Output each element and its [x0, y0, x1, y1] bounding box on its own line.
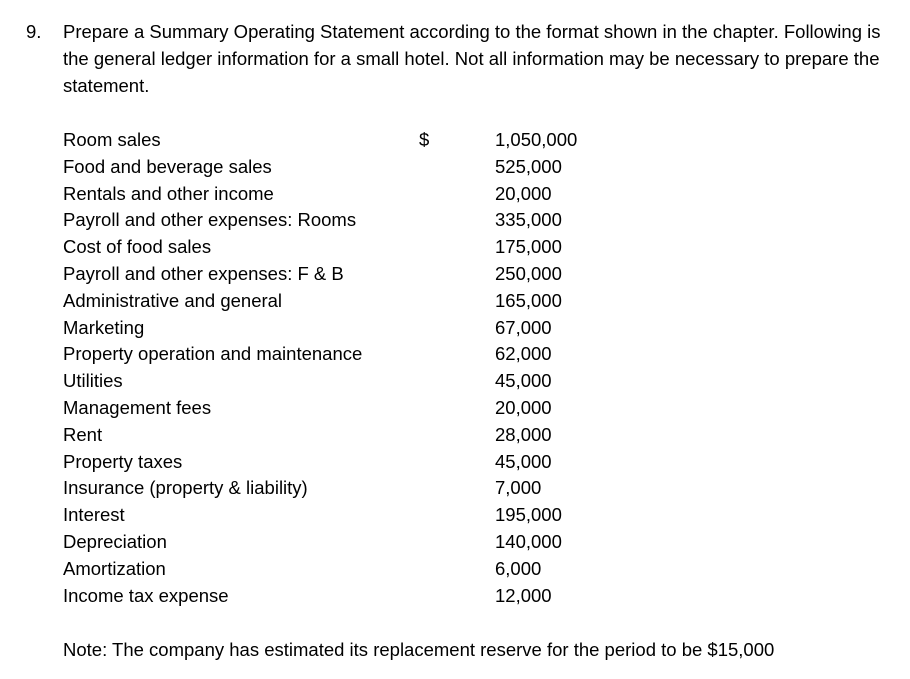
ledger-row [63, 502, 663, 529]
question-number: 9. [26, 21, 42, 42]
ledger-row [63, 395, 663, 422]
ledger-amount: 1,050,000 [495, 129, 578, 150]
ledger-label: Administrative and general [63, 289, 283, 311]
ledger-amount: 140,000 [495, 530, 562, 552]
ledger-row [63, 556, 663, 583]
ledger-row [63, 475, 663, 502]
ledger-row [63, 288, 663, 315]
ledger-label: Cost of food sales [63, 236, 212, 258]
ledger-label: Payroll and other expenses: F & B [63, 262, 344, 284]
ledger-label: Income tax expense [63, 584, 229, 606]
ledger-row [63, 261, 663, 288]
ledger-row [63, 529, 663, 556]
ledger-amount: 20,000 [495, 182, 552, 204]
ledger-amount: 175,000 [495, 236, 562, 258]
ledger-amount: 67,000 [495, 316, 552, 338]
ledger-label: Rent [63, 423, 103, 445]
ledger-label: Rentals and other income [63, 182, 274, 204]
ledger-label: Management fees [63, 396, 212, 418]
ledger-label: Interest [63, 504, 125, 526]
ledger-label: Depreciation [63, 530, 167, 552]
ledger-amount: 250,000 [495, 262, 562, 284]
ledger-amount: 195,000 [495, 504, 562, 526]
ledger-row [63, 341, 663, 368]
question-text: Prepare a Summary Operating Statement according to the format shown in the chapter. Following is the general ledger information for a small hotel. Not all information may be necessary to prepare the statement. [63, 21, 881, 96]
question-block [26, 18, 896, 99]
ledger-amount: 62,000 [495, 343, 552, 365]
currency-symbol: $ [419, 129, 430, 150]
ledger-label: Payroll and other expenses: Rooms [63, 209, 357, 231]
ledger-amount: 45,000 [495, 450, 552, 472]
ledger-label: Utilities [63, 370, 123, 392]
ledger-amount: 165,000 [495, 289, 562, 311]
ledger-label: Food and beverage sales [63, 155, 272, 177]
ledger-row [63, 422, 663, 449]
ledger-row [63, 181, 663, 208]
ledger-row [63, 368, 663, 395]
ledger-list [63, 127, 663, 609]
ledger-label: Property taxes [63, 450, 183, 472]
ledger-row [63, 234, 663, 261]
ledger-row [63, 154, 663, 181]
ledger-row [63, 207, 663, 234]
ledger-label: Property operation and maintenance [63, 343, 363, 365]
ledger-amount: 20,000 [495, 396, 552, 418]
ledger-amount: 28,000 [495, 423, 552, 445]
ledger-row [63, 315, 663, 342]
ledger-amount: 7,000 [495, 477, 542, 499]
ledger-amount: 525,000 [495, 155, 562, 177]
ledger-label: Insurance (property & liability) [63, 477, 308, 499]
ledger-amount: 12,000 [495, 584, 552, 606]
note-text: Note: The company has estimated its replacement reserve for the period to be $15,000 [63, 639, 775, 660]
ledger-row [63, 583, 663, 610]
ledger-amount: 6,000 [495, 557, 542, 579]
ledger-label: Marketing [63, 316, 145, 338]
ledger-amount: 335,000 [495, 209, 562, 231]
ledger-label: Amortization [63, 557, 166, 579]
ledger-row [63, 449, 663, 476]
ledger-row [63, 127, 663, 154]
ledger-amount: 45,000 [495, 370, 552, 392]
ledger-label: Room sales [63, 129, 161, 150]
